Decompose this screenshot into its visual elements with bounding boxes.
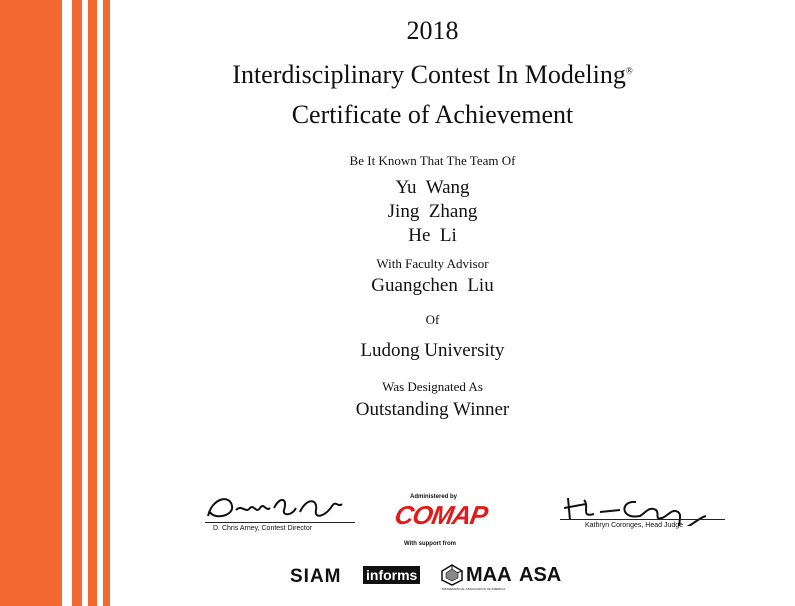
registered-mark: ® [625, 65, 633, 76]
contest-name-text: Interdisciplinary Contest In Modeling [232, 60, 626, 89]
certificate-title: Certificate of Achievement [291, 100, 574, 129]
designation: Outstanding Winner [355, 399, 510, 420]
intro-text: Be It Known That The Team Of [349, 153, 516, 168]
right-signature [560, 492, 720, 526]
left-signature [200, 490, 350, 524]
advisor-name: Guangchen Liu [371, 275, 494, 296]
left-signature-line [205, 522, 355, 523]
border-stripe-3 [103, 0, 110, 606]
team-member-3: He Li [408, 225, 457, 246]
maa-icon [441, 564, 463, 586]
siam-logo: SIAM [290, 566, 342, 587]
informs-logo: informs [363, 566, 420, 584]
border-stripe-1 [72, 0, 82, 606]
asa-logo: ASA [519, 564, 562, 586]
right-signature-line [560, 519, 725, 520]
comap-logo: COMAP [392, 500, 490, 530]
of-label: Of [425, 312, 440, 327]
institution-name: Ludong University [360, 340, 505, 361]
maa-logo: MAA [466, 564, 512, 586]
support-from-text: With support from [404, 541, 456, 547]
certificate-year: 2018 [406, 16, 459, 45]
team-member-2: Jing Zhang [387, 201, 478, 222]
contest-name [150, 60, 715, 90]
left-signature-caption: D. Chris Arney, Contest Director [213, 525, 313, 532]
border-stripe-2 [88, 0, 97, 606]
advisor-intro: With Faculty Advisor [376, 256, 489, 271]
border-stripe-wide [0, 0, 62, 606]
administered-by-text: Administered by [410, 494, 458, 500]
team-member-1: Yu Wang [395, 177, 470, 198]
right-signature-caption: Kathryn Coronges, Head Judge [585, 522, 684, 529]
designated-label: Was Designated As [382, 379, 483, 394]
maa-subtext: MATHEMATICAL ASSOCIATION OF AMERICA [442, 587, 506, 591]
